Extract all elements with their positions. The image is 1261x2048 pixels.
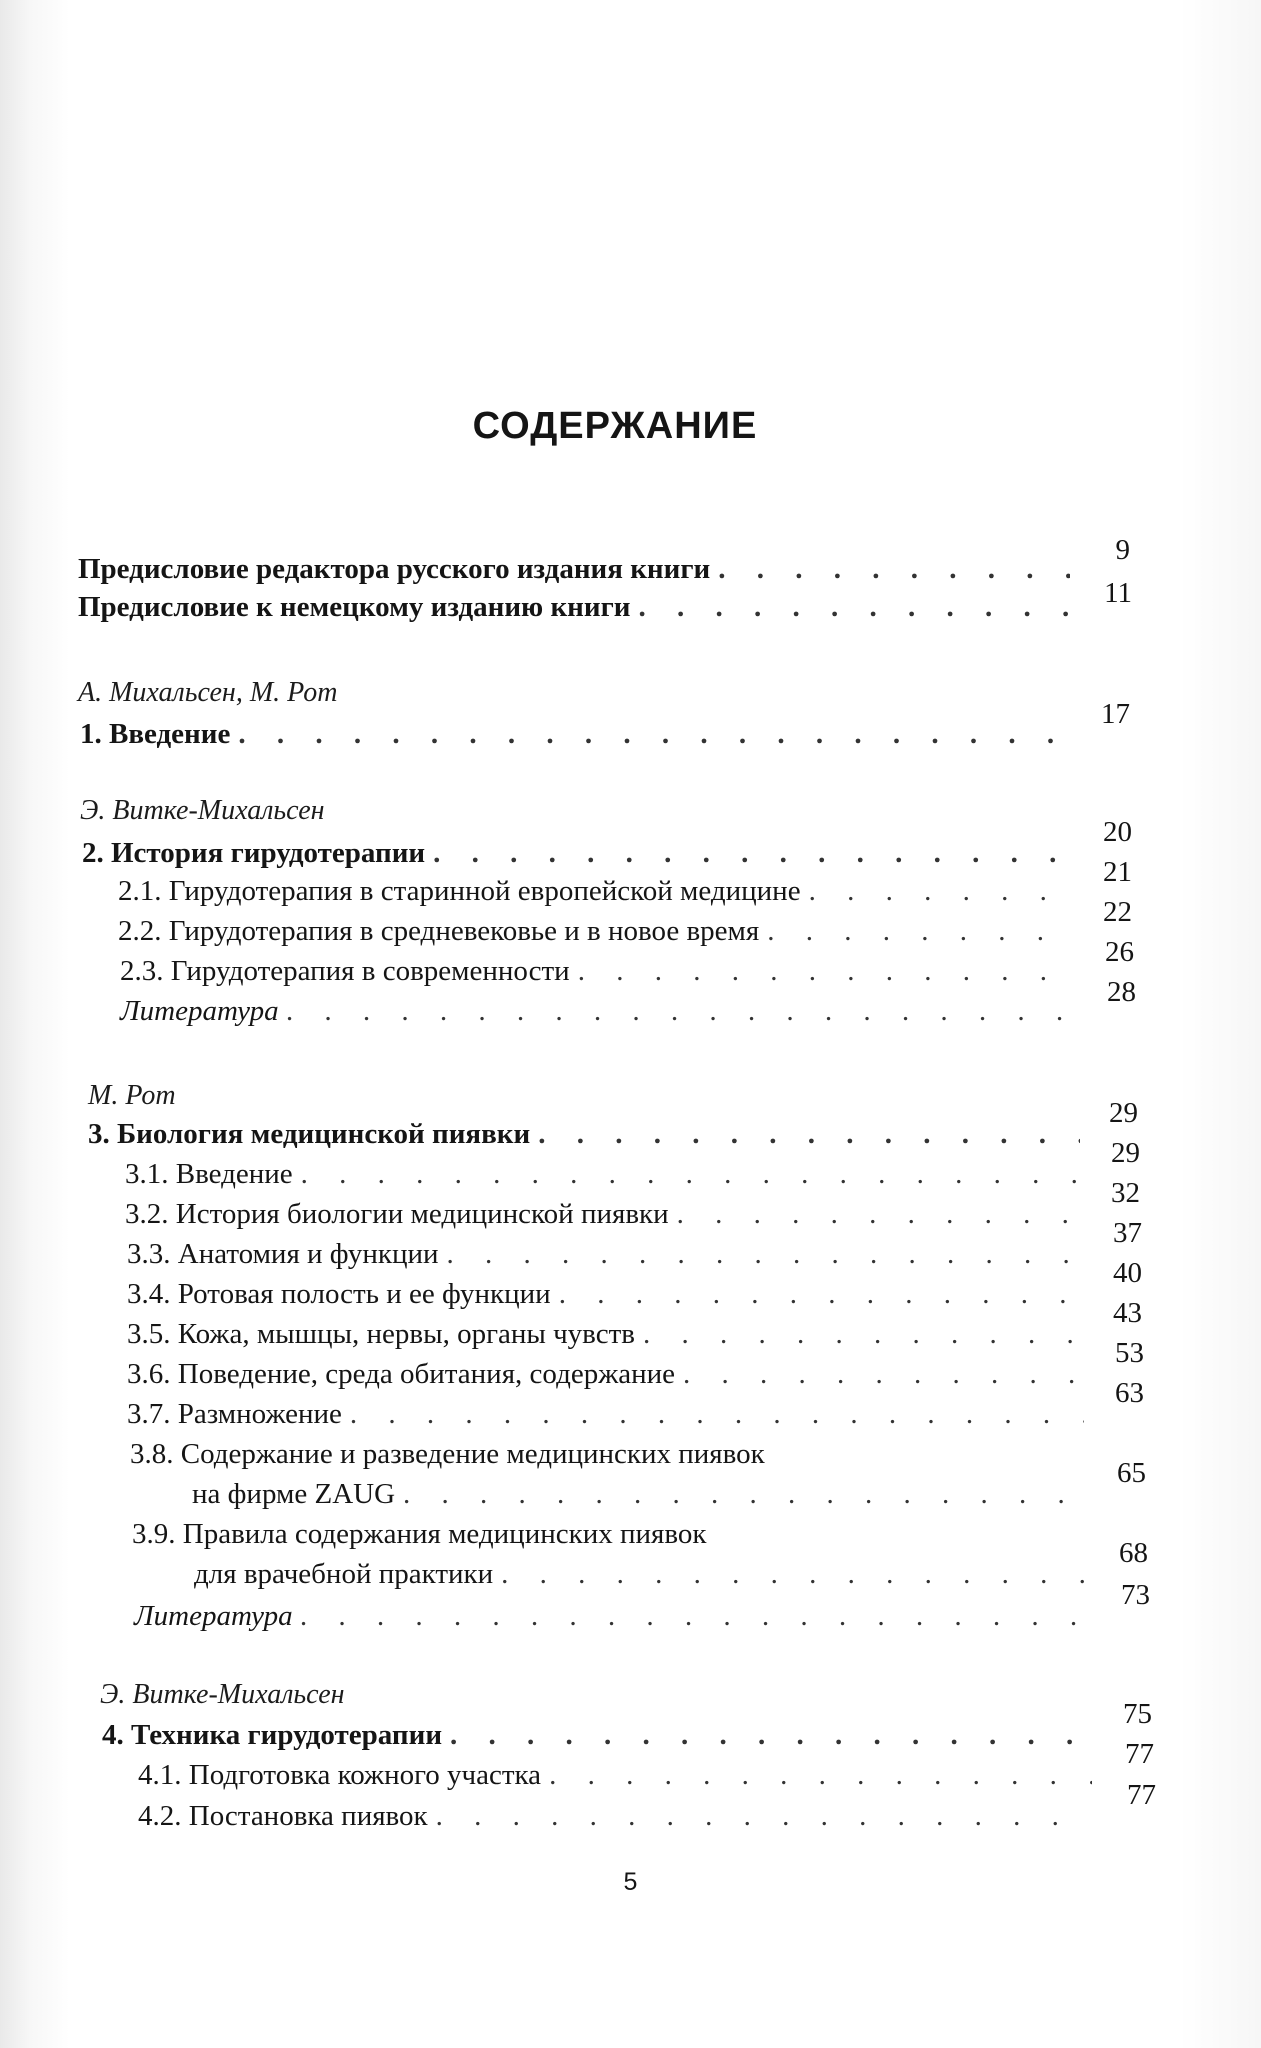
- toc-entry-text: 3.2. История биологии медицинской пиявки: [125, 1198, 669, 1230]
- toc-entry-section-4-2: [138, 1797, 1100, 1835]
- toc-entry-preface-russian: [78, 550, 1078, 588]
- toc-page-number: 29: [1111, 1137, 1140, 1169]
- toc-entry-literature-2: [120, 992, 1085, 1030]
- toc-entry-text: 3.6. Поведение, среда обитания, содержание: [127, 1358, 676, 1390]
- toc-page-number: 28: [1107, 976, 1136, 1008]
- toc-entry-section-3-7: [127, 1395, 1092, 1433]
- toc-entry-text: для врачебной практики: [194, 1558, 494, 1590]
- toc-entry-section-3-8-line1: [130, 1435, 1095, 1473]
- toc-page-number: 29: [1109, 1097, 1138, 1129]
- toc-entry-text: 2. История гирудотерапии: [82, 837, 426, 869]
- toc-page-number: 32: [1111, 1177, 1140, 1209]
- toc-entry-literature-3: [134, 1597, 1099, 1635]
- toc-page-number: 65: [1117, 1457, 1146, 1489]
- toc-page-number: 77: [1127, 1779, 1156, 1811]
- toc-entry-text: 4.2. Постановка пиявок: [138, 1800, 428, 1832]
- toc-entry-chapter-3: [88, 1115, 1088, 1153]
- toc-entry-chapter-4: [102, 1716, 1097, 1754]
- chapter-author: М. Рот: [88, 1080, 176, 1111]
- toc-entry-text: Предисловие к немецкому изданию книги: [78, 591, 631, 623]
- toc-entry-section-3-1: [125, 1155, 1090, 1193]
- toc-page-number: 9: [1115, 534, 1130, 566]
- toc-entry-text: Литература: [134, 1600, 293, 1632]
- toc-entry-text: 4. Техника гирудотерапии: [102, 1719, 443, 1751]
- chapter-author: Э. Витке-Михальсен: [100, 1679, 345, 1710]
- toc-page-number: 20: [1103, 816, 1132, 848]
- toc-page-number: 17: [1101, 698, 1130, 730]
- chapter-author: А. Михальсен, М. Рот: [78, 677, 338, 708]
- toc-entry-section-3-3: [127, 1235, 1092, 1273]
- toc-entry-section-2-3: [120, 952, 1085, 990]
- toc-entry-chapter-2: [82, 834, 1082, 872]
- toc-entry-section-2-2: [118, 912, 1083, 950]
- toc-entry-section-3-9-line1: [132, 1515, 1097, 1553]
- toc-entry-text: 3.5. Кожа, мышцы, нервы, органы чувств: [127, 1318, 635, 1350]
- toc-page-number: 68: [1119, 1537, 1148, 1569]
- toc-page-number: 40: [1113, 1257, 1142, 1289]
- toc-entry-text: 3.3. Анатомия и функции: [127, 1238, 439, 1270]
- toc-page-number: 37: [1113, 1217, 1142, 1249]
- toc-entry-text: 3.8. Содержание и разведение медицинских пиявок: [130, 1438, 765, 1470]
- toc-entry-section-2-1: [118, 872, 1083, 910]
- toc-entry-text: Литература: [120, 995, 279, 1027]
- toc-entry-text: 3.4. Ротовая полость и ее функции: [127, 1278, 551, 1310]
- chapter-author: Э. Витке-Михальсен: [80, 795, 325, 826]
- toc-entry-text: 3.7. Размножение: [127, 1398, 342, 1430]
- toc-entry-section-3-2: [125, 1195, 1090, 1233]
- toc-entry-text: на фирме ZAUG: [192, 1478, 396, 1510]
- toc-entry-text: 3.1. Введение: [125, 1158, 293, 1190]
- toc-page-number: 11: [1104, 577, 1132, 609]
- toc-entry-section-3-6: [127, 1355, 1092, 1393]
- toc-entry-text: 2.3. Гирудотерапия в современности: [120, 955, 570, 987]
- toc-entry-text: 3.9. Правила содержания медицинских пиявок: [132, 1518, 707, 1550]
- page-title: СОДЕРЖАНИЕ: [472, 405, 758, 447]
- toc-page-number: 53: [1115, 1337, 1144, 1369]
- toc-page-number: 43: [1113, 1297, 1142, 1329]
- toc-entry-text: 2.1. Гирудотерапия в старинной европейской медицине: [118, 875, 801, 907]
- toc-entry-text: 2.2. Гирудотерапия в средневековье и в новое время: [118, 915, 760, 947]
- toc-entry-section-3-8-line2: [192, 1475, 1094, 1513]
- toc-entry-chapter-1: [80, 715, 1080, 753]
- toc-entry-preface-german: [78, 588, 1078, 626]
- toc-entry-text: 4.1. Подготовка кожного участка: [138, 1759, 542, 1791]
- toc-entry-text: 1. Введение: [80, 718, 231, 750]
- toc-entry-text: Предисловие редактора русского издания книги: [78, 553, 711, 585]
- page-number: 5: [623, 1868, 638, 1896]
- toc-page-number: 73: [1121, 1579, 1150, 1611]
- toc-page-number: 63: [1115, 1377, 1144, 1409]
- toc-entry-text: 3. Биология медицинской пиявки: [88, 1118, 531, 1150]
- toc-entry-section-3-5: [127, 1315, 1092, 1353]
- toc-page-number: 26: [1105, 936, 1134, 968]
- toc-page-number: 77: [1125, 1738, 1154, 1770]
- toc-page-number: 22: [1103, 896, 1132, 928]
- toc-entry-section-3-4: [127, 1275, 1092, 1313]
- toc-entry-section-4-1: [138, 1756, 1100, 1794]
- toc-entry-section-3-9-line2: [194, 1555, 1096, 1593]
- toc-page-number: 75: [1123, 1698, 1152, 1730]
- toc-page-number: 21: [1103, 856, 1132, 888]
